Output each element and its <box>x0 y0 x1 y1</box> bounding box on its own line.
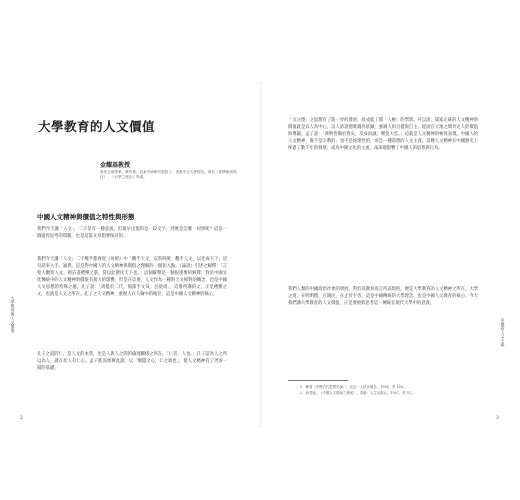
left-paragraph-1: 我們今天講「人文」，二字是有一種意義，但最早出現的是一段文字，到底是怎麼一回事呢？這是一個值得思考的問題，也是這篇文章想要探討的。 <box>37 227 227 240</box>
right-running-header: 中國的人文主義 <box>501 318 506 347</box>
section-heading: 中國人文精神與價值之特性與形態 <box>37 213 135 221</box>
left-paragraph-3: 孔子之道的仁，是人文的本質，也是人與人之間的倫理關係之所在。「仁者，人也。」孔子認為人之所以為人，就在於人有仁心。孟子進而發揮此說，以「惻隱之心，仁之端也」，使人文精神有了更深一層的基礎。 <box>37 352 227 372</box>
author-bio: 曾任社會學系、教育系，以東中研研究院院士、香港中文大學校長。著有《從傳統到現代》、《大學之理念》等書。 <box>100 170 237 180</box>
footnote-1: 1 參看《中國古代思想史論》，北京：人民出版社，1985，頁 103。 <box>300 385 407 389</box>
left-running-header: 大學教育與人文價值 <box>11 296 16 333</box>
left-page-number: 2 <box>20 416 23 421</box>
right-paragraph-1: 「文之德」之思想有了進一步的發展，故成就了儒「人極」的學問。可以說，儒家正統的人文精神與價值就是以人為中心，以人的道德實踐為依歸，強調人的自覺與自主，從而在天地之間肯定人的價值與尊嚴。孟子說：「萬物皆備於我矣，反身而誠，樂莫大焉。」這就是人文精神的極致表現。中國人的人文精神，既不是宗教的，也不是純理性的，而是一種道德的人文主義。這種人文精神在中國歷史上經過了數千年的發展，成為中國文化的主流，深深地影響了中國人的思想與行為。 <box>288 118 478 152</box>
footnote-rule <box>288 380 348 381</box>
footnote-2: 2 唐君毅，《中國人文精神之發展》，香港：人生出版社，1957，頁 51。 <box>300 391 415 395</box>
author-name: 金耀基教授 <box>100 162 131 169</box>
left-paragraph-2: 我們今天講「人文」二字幾乎都會從《易經》中「觀乎天文，以察時變；觀乎人文，以化成天下」這句話來入手。誠然，這是對中國人的人文精神與價值之理解的一個切入點。《論語》引述之解釋：「言聖人觀察人文，則詩書禮樂之謂，當以此教化天下也。」這個解釋是一個很重要的解釋，對於中國文化傳統中的人文精神與價值有很大的影響，但是在這裏，人文作為一種與天文相對的概念，也是中國人文思想的特殊之處。孔子說：「周監於二代，郁郁乎文哉，吾從周。」這裏所講的文，正是禮樂之文，也就是人文之所在。孔子之人文精神，重視人在人倫中的地位，這是中國人文精神的核心。 <box>37 257 227 298</box>
right-page-number: 3 <box>496 416 499 421</box>
right-paragraph-2: 我們人類的中國政治社會的發展，對於高教育而言所表現的，便是大學教育的人文精神之所在。大學之道，在明明德，在親民，在止於至善。這是中國傳統的大學理念，也是中國人文教育的核心。今天我們講大學教育的人文價值，正是要重新思考這一傳統在現代大學中的意義。 <box>288 287 478 307</box>
chapter-title: 大學教育的人文價值 <box>38 119 156 134</box>
